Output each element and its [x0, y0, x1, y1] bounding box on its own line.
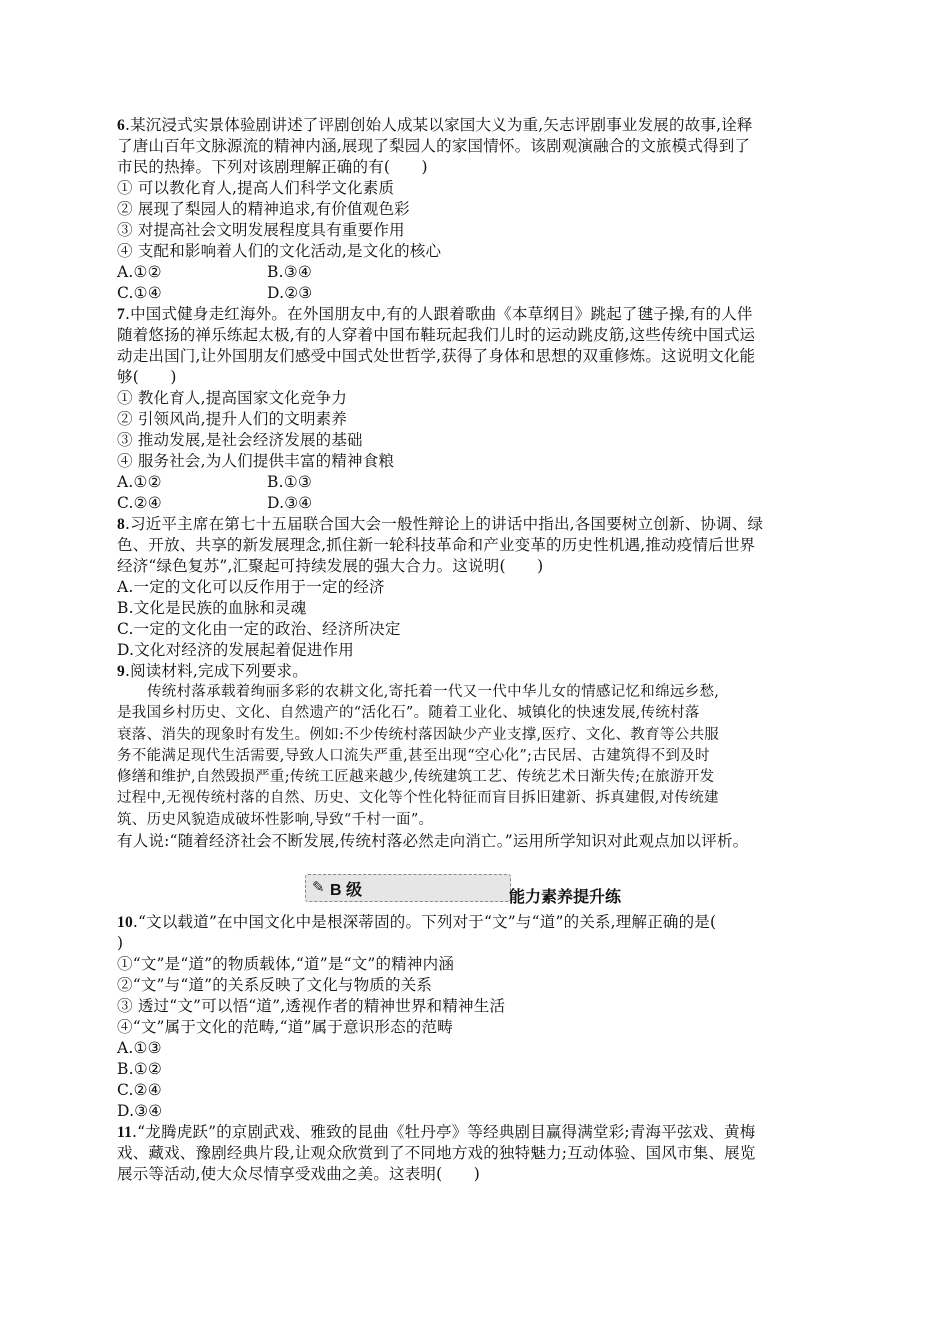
answer-option: C.一定的文化由一定的政治、经济所决定	[117, 620, 401, 638]
statement-item: ③ 透过“文”可以悟“道”,透视作者的精神世界和精神生活	[117, 997, 506, 1016]
question-number: 10	[117, 914, 133, 932]
level-banner	[117, 868, 837, 912]
statement-item: ④ 服务社会,为人们提供丰富的精神食粮	[117, 452, 395, 470]
question-11	[117, 1122, 837, 1185]
question-10	[117, 912, 837, 1122]
question-9	[117, 661, 837, 852]
answer-option: D.②③	[267, 284, 313, 302]
question-10-stem-line: )	[117, 934, 124, 953]
question-number: 8	[117, 516, 125, 533]
question-8-stem-line: 色、开放、共享的新发展理念,抓住新一轮科技革命和产业变革的历史性机遇,推动疫情后世界	[117, 536, 756, 554]
reading-material-line: 过程中,无视传统村落的自然、历史、文化等个性化特征而盲目拆旧建新、拆真建假,对传统建	[117, 790, 719, 807]
reading-material-line: 筑、历史风貌造成破坏性影响,导致“千村一面”。	[117, 811, 434, 828]
answer-option: D.③④	[267, 494, 313, 512]
answer-option: C.②④	[117, 494, 162, 512]
question-6-stem-line: 6.某沉浸式实景体验剧讲述了评剧创始人成某以家国大义为重,矢志评剧事业发展的故事,诠释	[117, 116, 753, 134]
question-number: 9	[117, 663, 125, 680]
question-8-stem-line: 8.习近平主席在第七十五届联合国大会一般性辩论上的讲话中指出,各国要树立创新、协调、绿	[117, 515, 764, 533]
answer-option: C.①④	[117, 284, 162, 302]
question-7-stem-line: 7.中国式健身走红海外。在外国朋友中,有的人跟着歌曲《本草纲目》跳起了毽子操,有的人伴	[117, 305, 753, 323]
answer-options-row	[117, 472, 837, 493]
statement-item: ③ 对提高社会文明发展程度具有重要作用	[117, 221, 405, 239]
statement-item: ②“文”与“道”的关系反映了文化与物质的关系	[117, 976, 433, 995]
question-7	[117, 304, 837, 514]
question-6-stem-line: 了唐山百年文脉源流的精神内涵,展现了梨园人的家国情怀。该剧观演融合的文旅模式得到了	[117, 137, 751, 155]
answer-option: A.①②	[117, 263, 162, 281]
question-number: 11	[117, 1124, 133, 1142]
answer-option: D.③④	[117, 1102, 163, 1121]
pencil-icon: ✎	[312, 878, 325, 897]
reading-material-line: 传统村落承载着绚丽多彩的农耕文化,寄托着一代又一代中华儿女的情感记忆和绵远乡愁,	[147, 684, 720, 700]
answer-option: A.①②	[117, 473, 162, 491]
reading-material-line: 衰落、消失的现象时有发生。例如:不少传统村落因缺少产业支撑,医疗、文化、教育等公共服	[117, 726, 720, 743]
question-10-stem-line: 10.“文以载道”在中国文化中是根深蒂固的。下列对于“文”与“道”的关系,理解正确的是(	[117, 913, 717, 932]
question-8-stem-line: 经济“绿色复苏”,汇聚起可持续发展的强大合力。这说明( )	[117, 557, 544, 575]
exam-page	[117, 115, 837, 1185]
level-label: B 级	[330, 882, 363, 900]
reading-material-line: 修缮和维护,自然毁损严重;传统工匠越来越少,传统建筑工艺、传统艺术日渐失传;在旅游开发	[117, 769, 715, 786]
question-9-intro: 9.阅读材料,完成下列要求。	[117, 662, 308, 680]
answer-options-row	[117, 283, 837, 304]
level-tab	[305, 874, 511, 902]
reading-material-line: 务不能满足现代生活需要,导致人口流失严重,甚至出现“空心化”;古民居、古建筑得不到及时	[117, 747, 710, 764]
question-7-stem-line: 够( )	[117, 368, 177, 386]
statement-item: ①“文”是“道”的物质载体,“道”是“文”的精神内涵	[117, 955, 455, 974]
question-9-prompt: 有人说:“随着经济社会不断发展,传统村落必然走向消亡。”运用所学知识对此观点加以评析。	[117, 832, 749, 851]
statement-item: ① 教化育人,提高国家文化竞争力	[117, 389, 348, 407]
answer-option: C.②④	[117, 1081, 162, 1100]
question-7-stem-line: 随着悠扬的禅乐练起太极,有的人穿着中国布鞋玩起我们儿时的运动跳皮筋,这些传统中国式运	[117, 326, 756, 344]
question-11-stem-line: 戏、藏戏、豫剧经典片段,让观众欣赏到了不同地方戏的独特魅力;互动体验、国风市集、展览	[117, 1144, 756, 1163]
answer-option: A.①③	[117, 1039, 162, 1058]
statement-item: ④“文”属于文化的范畴,“道”属于意识形态的范畴	[117, 1018, 453, 1037]
question-8	[117, 514, 837, 661]
answer-option: B.①②	[117, 1060, 162, 1079]
question-11-stem-line: 展示等活动,使大众尽情享受戏曲之美。这表明( )	[117, 1165, 481, 1184]
section-title: 能力素养提升练	[509, 887, 622, 907]
question-6-stem-line: 市民的热捧。下列对该剧理解正确的有( )	[117, 158, 428, 176]
answer-option: B.③④	[267, 263, 312, 281]
answer-options-row	[117, 493, 837, 514]
question-number: 6	[117, 117, 125, 134]
reading-material-line: 是我国乡村历史、文化、自然遗产的“活化石”。随着工业化、城镇化的快速发展,传统村落	[117, 705, 700, 722]
statement-item: ② 引领风尚,提升人们的文明素养	[117, 410, 348, 428]
statement-item: ① 可以教化育人,提高人们科学文化素质	[117, 179, 395, 197]
question-number: 7	[117, 306, 125, 323]
question-11-stem-line: 11.“龙腾虎跃”的京剧武戏、雅致的昆曲《牡丹亭》等经典剧目赢得满堂彩;青海平弦戏、黄梅	[117, 1123, 756, 1142]
question-6	[117, 115, 837, 304]
statement-item: ② 展现了梨园人的精神追求,有价值观色彩	[117, 200, 410, 218]
answer-options-row	[117, 262, 837, 283]
question-7-stem-line: 动走出国门,让外国朋友们感受中国式处世哲学,获得了身体和思想的双重修炼。这说明文化能	[117, 347, 756, 365]
answer-option: B.文化是民族的血脉和灵魂	[117, 599, 307, 617]
answer-option: B.①③	[267, 473, 312, 491]
statement-item: ③ 推动发展,是社会经济发展的基础	[117, 431, 363, 449]
statement-item: ④ 支配和影响着人们的文化活动,是文化的核心	[117, 242, 442, 260]
answer-option: D.文化对经济的发展起着促进作用	[117, 641, 355, 659]
answer-option: A.一定的文化可以反作用于一定的经济	[117, 578, 385, 596]
